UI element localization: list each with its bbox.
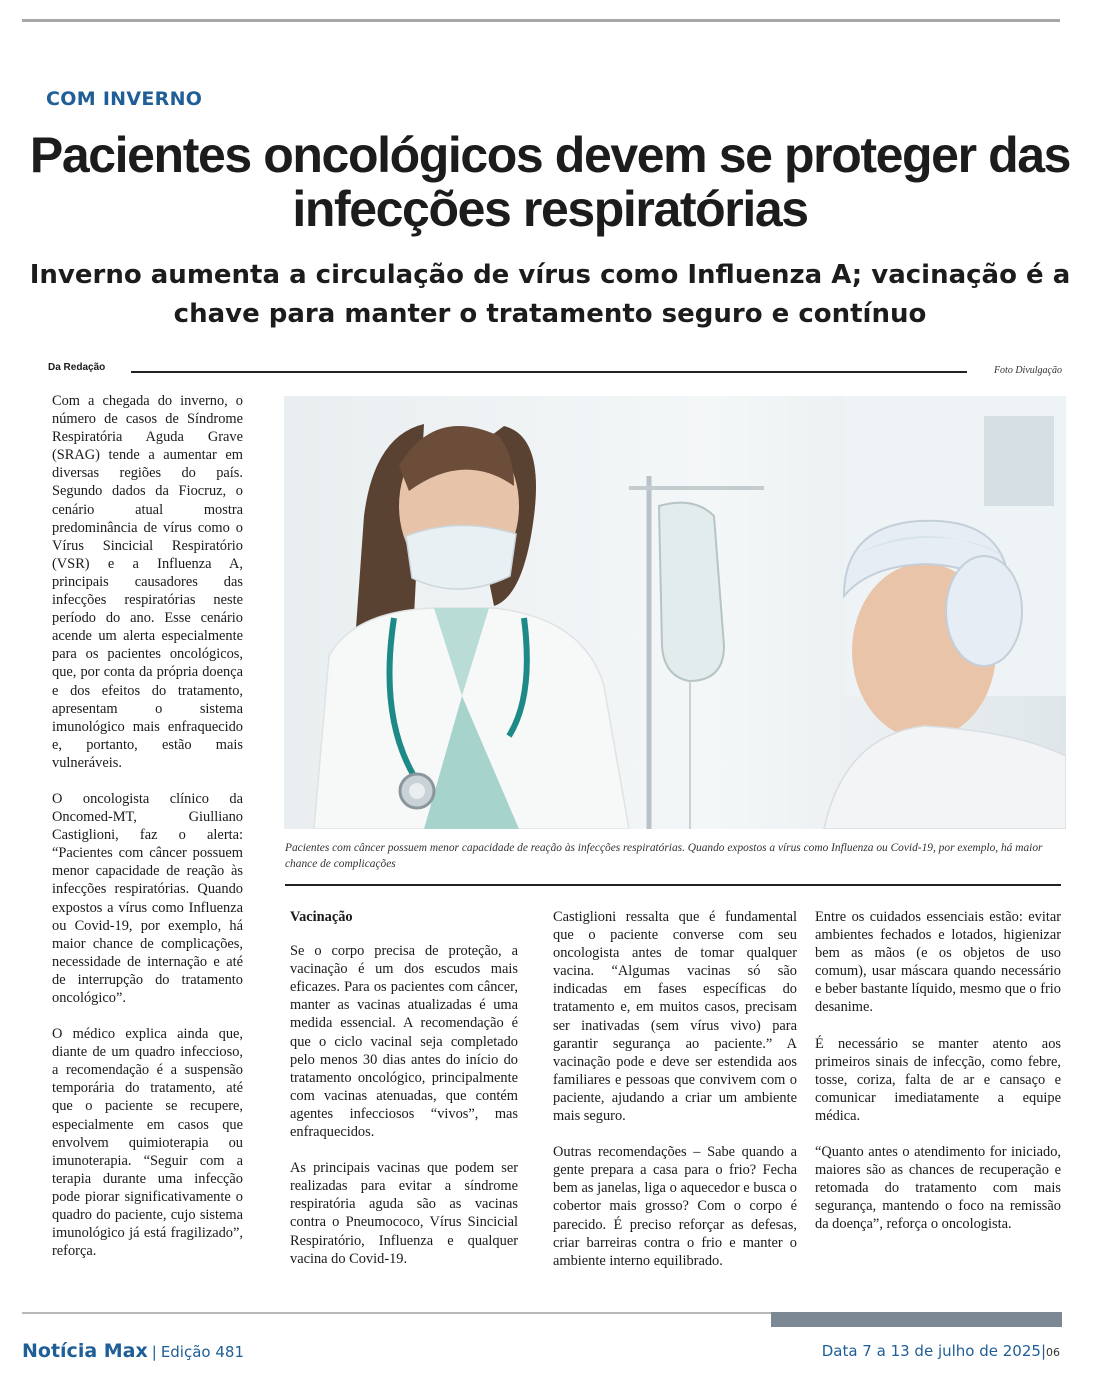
paragraph: O oncologista clínico da Oncomed-MT, Giulliano Castiglioni, faz o alerta: “Pacientes com câncer possuem menor capacidade de reação às infecções respiratórias. Quando expostos a vírus como Influenza ou Covid-19, por exemplo, há maior chance de complicações, necessidade de internação e até de interrupção do tratamento oncológico”. [52,790,243,1006]
paragraph: É necessário se manter atento aos primeiros sinais de infecção, como febre, tosse, coriza, falta de ar e cansaço e comunicar imediatamente a equipe médica. [815,1035,1061,1124]
doctor-patient-illustration [284,396,1066,829]
photo-caption: Pacientes com câncer possuem menor capacidade de reação às infecções respiratórias. Quando expostos a vírus como Influenza ou Covid-19, por exemplo, há maior chance de complicações [285,842,1043,870]
article-column-3 [553,908,797,1270]
paragraph: Castiglioni ressalta que é fundamental que o paciente converse com seu oncologista antes de tomar qualquer vacina. “Algumas vacinas só são indicadas em fases específicas do tratamento e, em muitos casos, precisam ser inativadas (sem vírus vivo) para garantir segurança ao paciente.” A vacinação pode e deve ser estendida aos familiares e pessoas que convivem com o paciente, ajudando a criar um ambiente mais seguro. [553,909,797,1125]
article-column-4 [815,908,1061,1234]
article-column-1 [52,392,243,1260]
issue-date: Data 7 a 13 de julho de 2025 [821,1342,1041,1360]
page-separator: | [1040,1342,1046,1360]
photo-credit: Foto Divulgação [993,365,1062,376]
page-number: 06 [1046,1346,1060,1359]
footer-separator: | [151,1343,157,1361]
footer-masthead [22,1340,244,1362]
paragraph: As principais vacinas que podem ser realizadas para evitar a síndrome respiratória aguda são as vacinas contra o Pneumococo, Vírus Sincicial Respiratório, Influenza e qualquer vacina do Covid-19. [290,1160,518,1267]
paragraph: Entre os cuidados essenciais estão: evitar ambientes fechados e lotados, higienizar bem as mãos (e os objetos de uso comum), usar máscara quando necessário e beber bastante líquido, mesmo que o frio desanime. [815,909,1061,1016]
headline: Pacientes oncológicos devem se proteger das infecções respiratórias [29,127,1071,237]
byline: Da Redação [48,362,106,373]
caption-rule [285,884,1061,886]
footer-accent-bar [771,1312,1062,1327]
top-rule [22,19,1060,22]
paragraph: Outras recomendações – Sabe quando a gente prepara a casa para o frio? Fecha bem as janelas, liga o aquecedor e busca o cobertor mais grosso? Com o corpo é parecido. É preciso reforçar as defesas, criar barreiras contra o frio e manter o ambiente interno equilibrado. [553,1144,797,1269]
subheadline: Inverno aumenta a circulação de vírus como Influenza A; vacinação é a chave para manter o tratamento seguro e contínuo [29,260,1071,329]
paragraph: Se o corpo precisa de proteção, a vacinação é um dos escudos mais eficazes. Para os pacientes com câncer, manter as vacinas atualizadas é uma medida essencial. A recomendação é que o ciclo vacinal seja completado pelo menos 30 dias antes do início do tratamento oncológico, principalmente com vacinas atenuadas, que contém agentes infecciosos “vivos”, mas enfraquecidos. [290,943,518,1141]
section-heading-vacinacao: Vacinação [290,909,353,925]
article-photo [284,396,1066,829]
paragraph: “Quanto antes o atendimento for iniciado, maiores são as chances de recuperação e retomada do tratamento com mais segurança, mantendo o foco na remissão da doença”, reforça o oncologista. [815,1144,1061,1233]
footer-date [822,1342,1060,1360]
brand-name: Notícia Max [22,1340,148,1362]
byline-rule [131,371,967,373]
paragraph: O médico explica ainda que, diante de um quadro infeccioso, a recomendação é a suspensão temporária do tratamento, até que o paciente se recupere, especialmente em casos que envolvem quimioterapia ou imunoterapia. “Seguir com a terapia durante uma infecção pode piorar significativamente o quadro do paciente, cujo sistema imunológico já está fragilizado”, reforça. [52,1026,243,1260]
edition-number: Edição 481 [160,1343,244,1361]
paragraph: Com a chegada do inverno, o número de casos de Síndrome Respiratória Aguda Grave (SRAG) tende a aumentar em diversas regiões do país. Segundo dados da Fiocruz, o cenário atual mostra predominância de vírus como o Vírus Sincicial Respiratório (VSR) e a Influenza A, principais causadores das infecções respiratórias neste período do ano. Esse cenário acende um alerta especialmente para os pacientes oncológicos, que, por conta da própria doença e dos efeitos do tratamento, apresentam o sistema imunológico mais enfraquecido e, portanto, estão mais vulneráveis. [52,393,243,771]
article-column-2 [290,908,518,1268]
section-kicker: COM INVERNO [46,88,203,110]
